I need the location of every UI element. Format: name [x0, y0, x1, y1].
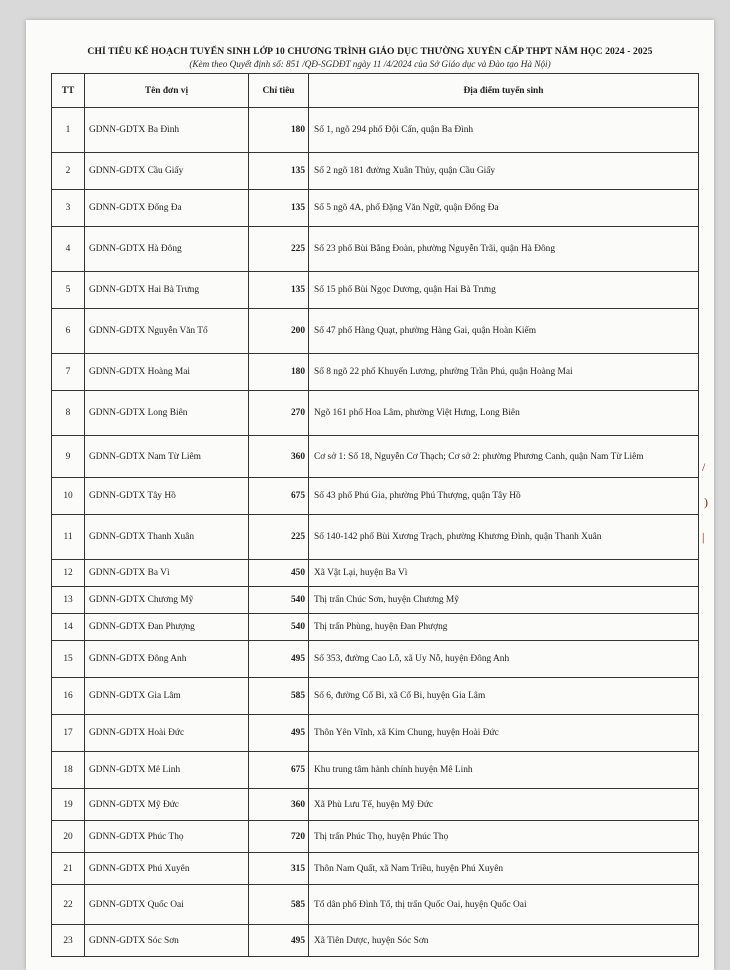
row-tt: 8 — [52, 391, 85, 436]
row-unit-name: GDNN-GDTX Hà Đông — [85, 227, 249, 272]
document-page — [26, 20, 714, 970]
row-quota: 675 — [249, 478, 309, 515]
row-unit-name: GDNN-GDTX Phú Xuyên — [85, 853, 249, 885]
row-address: Số 1, ngõ 294 phố Đội Cấn, quận Ba Đình — [309, 108, 699, 153]
row-tt: 4 — [52, 227, 85, 272]
row-unit-name: GDNN-GDTX Nam Từ Liêm — [85, 436, 249, 478]
row-tt: 5 — [52, 272, 85, 309]
row-address: Thôn Yên Vĩnh, xã Kim Chung, huyện Hoài Đức — [309, 715, 699, 752]
row-unit-name: GDNN-GDTX Tây Hồ — [85, 478, 249, 515]
row-quota: 495 — [249, 925, 309, 957]
table-row — [52, 678, 699, 715]
header-quota: Chỉ tiêu — [249, 74, 309, 108]
row-unit-name: GDNN-GDTX Ba Đình — [85, 108, 249, 153]
table-header-row — [52, 74, 699, 108]
row-quota: 135 — [249, 190, 309, 227]
table-row — [52, 272, 699, 309]
table-row — [52, 885, 699, 925]
row-quota: 585 — [249, 678, 309, 715]
table-row — [52, 436, 699, 478]
row-unit-name: GDNN-GDTX Chương Mỹ — [85, 587, 249, 614]
row-unit-name: GDNN-GDTX Nguyễn Văn Tố — [85, 309, 249, 354]
row-quota: 495 — [249, 641, 309, 678]
row-tt: 2 — [52, 153, 85, 190]
row-tt: 9 — [52, 436, 85, 478]
row-quota: 585 — [249, 885, 309, 925]
row-address: Tổ dân phố Đình Tổ, thị trấn Quốc Oai, huyện Quốc Oai — [309, 885, 699, 925]
table-row — [52, 478, 699, 515]
row-address: Số 140-142 phố Bùi Xương Trạch, phường Khương Đình, quận Thanh Xuân — [309, 515, 699, 560]
row-address: Số 15 phố Bùi Ngọc Dương, quận Hai Bà Trưng — [309, 272, 699, 309]
row-tt: 12 — [52, 560, 85, 587]
row-tt: 1 — [52, 108, 85, 153]
row-quota: 315 — [249, 853, 309, 885]
row-tt: 10 — [52, 478, 85, 515]
row-tt: 7 — [52, 354, 85, 391]
row-address: Khu trung tâm hành chính huyện Mê Linh — [309, 752, 699, 789]
row-tt: 21 — [52, 853, 85, 885]
row-quota: 540 — [249, 614, 309, 641]
table-row — [52, 853, 699, 885]
row-unit-name: GDNN-GDTX Hoàng Mai — [85, 354, 249, 391]
row-address: Số 2 ngõ 181 đường Xuân Thủy, quận Cầu Giấy — [309, 153, 699, 190]
table-row — [52, 354, 699, 391]
row-quota: 270 — [249, 391, 309, 436]
table-row — [52, 641, 699, 678]
row-unit-name: GDNN-GDTX Cầu Giấy — [85, 153, 249, 190]
row-address: Cơ sở 1: Số 18, Nguyễn Cơ Thạch; Cơ sở 2: phường Phương Canh, quận Nam Từ Liêm — [309, 436, 699, 478]
row-quota: 225 — [249, 515, 309, 560]
row-unit-name: GDNN-GDTX Quốc Oai — [85, 885, 249, 925]
table-row — [52, 309, 699, 354]
row-quota: 180 — [249, 354, 309, 391]
row-tt: 18 — [52, 752, 85, 789]
row-quota: 135 — [249, 153, 309, 190]
row-address: Ngõ 161 phố Hoa Lâm, phường Việt Hưng, Long Biên — [309, 391, 699, 436]
table-row — [52, 190, 699, 227]
row-quota: 225 — [249, 227, 309, 272]
row-quota: 675 — [249, 752, 309, 789]
row-unit-name: GDNN-GDTX Mỹ Đức — [85, 789, 249, 821]
row-quota: 450 — [249, 560, 309, 587]
row-address: Thị trấn Phùng, huyện Đan Phượng — [309, 614, 699, 641]
table-row — [52, 587, 699, 614]
row-address: Xã Tiên Dược, huyện Sóc Sơn — [309, 925, 699, 957]
row-address: Thị trấn Chúc Sơn, huyện Chương Mỹ — [309, 587, 699, 614]
row-address: Thị trấn Phúc Thọ, huyện Phúc Thọ — [309, 821, 699, 853]
enrollment-quota-table — [51, 73, 699, 957]
row-address: Số 5 ngõ 4A, phố Đặng Văn Ngữ, quận Đống Đa — [309, 190, 699, 227]
row-address: Số 47 phố Hàng Quạt, phường Hàng Gai, quận Hoàn Kiếm — [309, 309, 699, 354]
row-address: Số 23 phố Bùi Bằng Đoàn, phường Nguyễn Trãi, quận Hà Đông — [309, 227, 699, 272]
row-unit-name: GDNN-GDTX Thanh Xuân — [85, 515, 249, 560]
row-tt: 17 — [52, 715, 85, 752]
table-row — [52, 391, 699, 436]
row-tt: 23 — [52, 925, 85, 957]
page-title: CHỈ TIÊU KẾ HOẠCH TUYỂN SINH LỚP 10 CHƯƠNG TRÌNH GIÁO DỤC THƯỜNG XUYÊN CẤP THPT NĂM HỌC 2024 - 2025 — [87, 46, 653, 57]
row-unit-name: GDNN-GDTX Đông Anh — [85, 641, 249, 678]
table-row — [52, 715, 699, 752]
row-quota: 360 — [249, 789, 309, 821]
row-unit-name: GDNN-GDTX Hai Bà Trưng — [85, 272, 249, 309]
row-unit-name: GDNN-GDTX Phúc Thọ — [85, 821, 249, 853]
row-quota: 135 — [249, 272, 309, 309]
row-address: Số 353, đường Cao Lỗ, xã Uy Nỗ, huyện Đông Anh — [309, 641, 699, 678]
margin-mark: ) — [704, 495, 708, 509]
margin-mark: / — [702, 460, 706, 474]
row-unit-name: GDNN-GDTX Gia Lâm — [85, 678, 249, 715]
row-address: Số 43 phố Phú Gia, phường Phú Thượng, quận Tây Hồ — [309, 478, 699, 515]
header-unit-name: Tên đơn vị — [85, 74, 249, 108]
header-tt: TT — [52, 74, 85, 108]
row-tt: 11 — [52, 515, 85, 560]
header-address: Địa điểm tuyển sinh — [309, 74, 699, 108]
row-address: Số 6, đường Cổ Bi, xã Cổ Bi, huyện Gia Lâm — [309, 678, 699, 715]
row-tt: 3 — [52, 190, 85, 227]
row-unit-name: GDNN-GDTX Mê Linh — [85, 752, 249, 789]
row-unit-name: GDNN-GDTX Ba Vì — [85, 560, 249, 587]
row-tt: 20 — [52, 821, 85, 853]
table-row — [52, 752, 699, 789]
row-quota: 720 — [249, 821, 309, 853]
row-unit-name: GDNN-GDTX Sóc Sơn — [85, 925, 249, 957]
table-row — [52, 227, 699, 272]
row-quota: 540 — [249, 587, 309, 614]
row-address: Số 8 ngõ 22 phố Khuyến Lương, phường Trần Phú, quận Hoàng Mai — [309, 354, 699, 391]
row-unit-name: GDNN-GDTX Đống Đa — [85, 190, 249, 227]
table-row — [52, 560, 699, 587]
row-quota: 360 — [249, 436, 309, 478]
row-quota: 200 — [249, 309, 309, 354]
table-body — [52, 108, 699, 957]
row-unit-name: GDNN-GDTX Hoài Đức — [85, 715, 249, 752]
row-unit-name: GDNN-GDTX Long Biên — [85, 391, 249, 436]
row-tt: 6 — [52, 309, 85, 354]
row-tt: 19 — [52, 789, 85, 821]
margin-mark: | — [702, 530, 705, 544]
row-address: Xã Vật Lại, huyện Ba Vì — [309, 560, 699, 587]
table-row — [52, 821, 699, 853]
row-unit-name: GDNN-GDTX Đan Phượng — [85, 614, 249, 641]
row-address: Xã Phù Lưu Tế, huyện Mỹ Đức — [309, 789, 699, 821]
table-row — [52, 153, 699, 190]
row-tt: 13 — [52, 587, 85, 614]
table-row — [52, 789, 699, 821]
row-tt: 16 — [52, 678, 85, 715]
row-quota: 495 — [249, 715, 309, 752]
table-row — [52, 515, 699, 560]
page-subtitle: (Kèm theo Quyết định số: 851 /QĐ-SGDĐT ngày 11 /4/2024 của Sở Giáo dục và Đào tạo Hà Nội) — [189, 59, 551, 69]
row-tt: 22 — [52, 885, 85, 925]
table-row — [52, 925, 699, 957]
row-tt: 15 — [52, 641, 85, 678]
table-row — [52, 108, 699, 153]
table-row — [52, 614, 699, 641]
row-tt: 14 — [52, 614, 85, 641]
row-quota: 180 — [249, 108, 309, 153]
row-address: Thôn Nam Quất, xã Nam Triều, huyện Phú Xuyên — [309, 853, 699, 885]
